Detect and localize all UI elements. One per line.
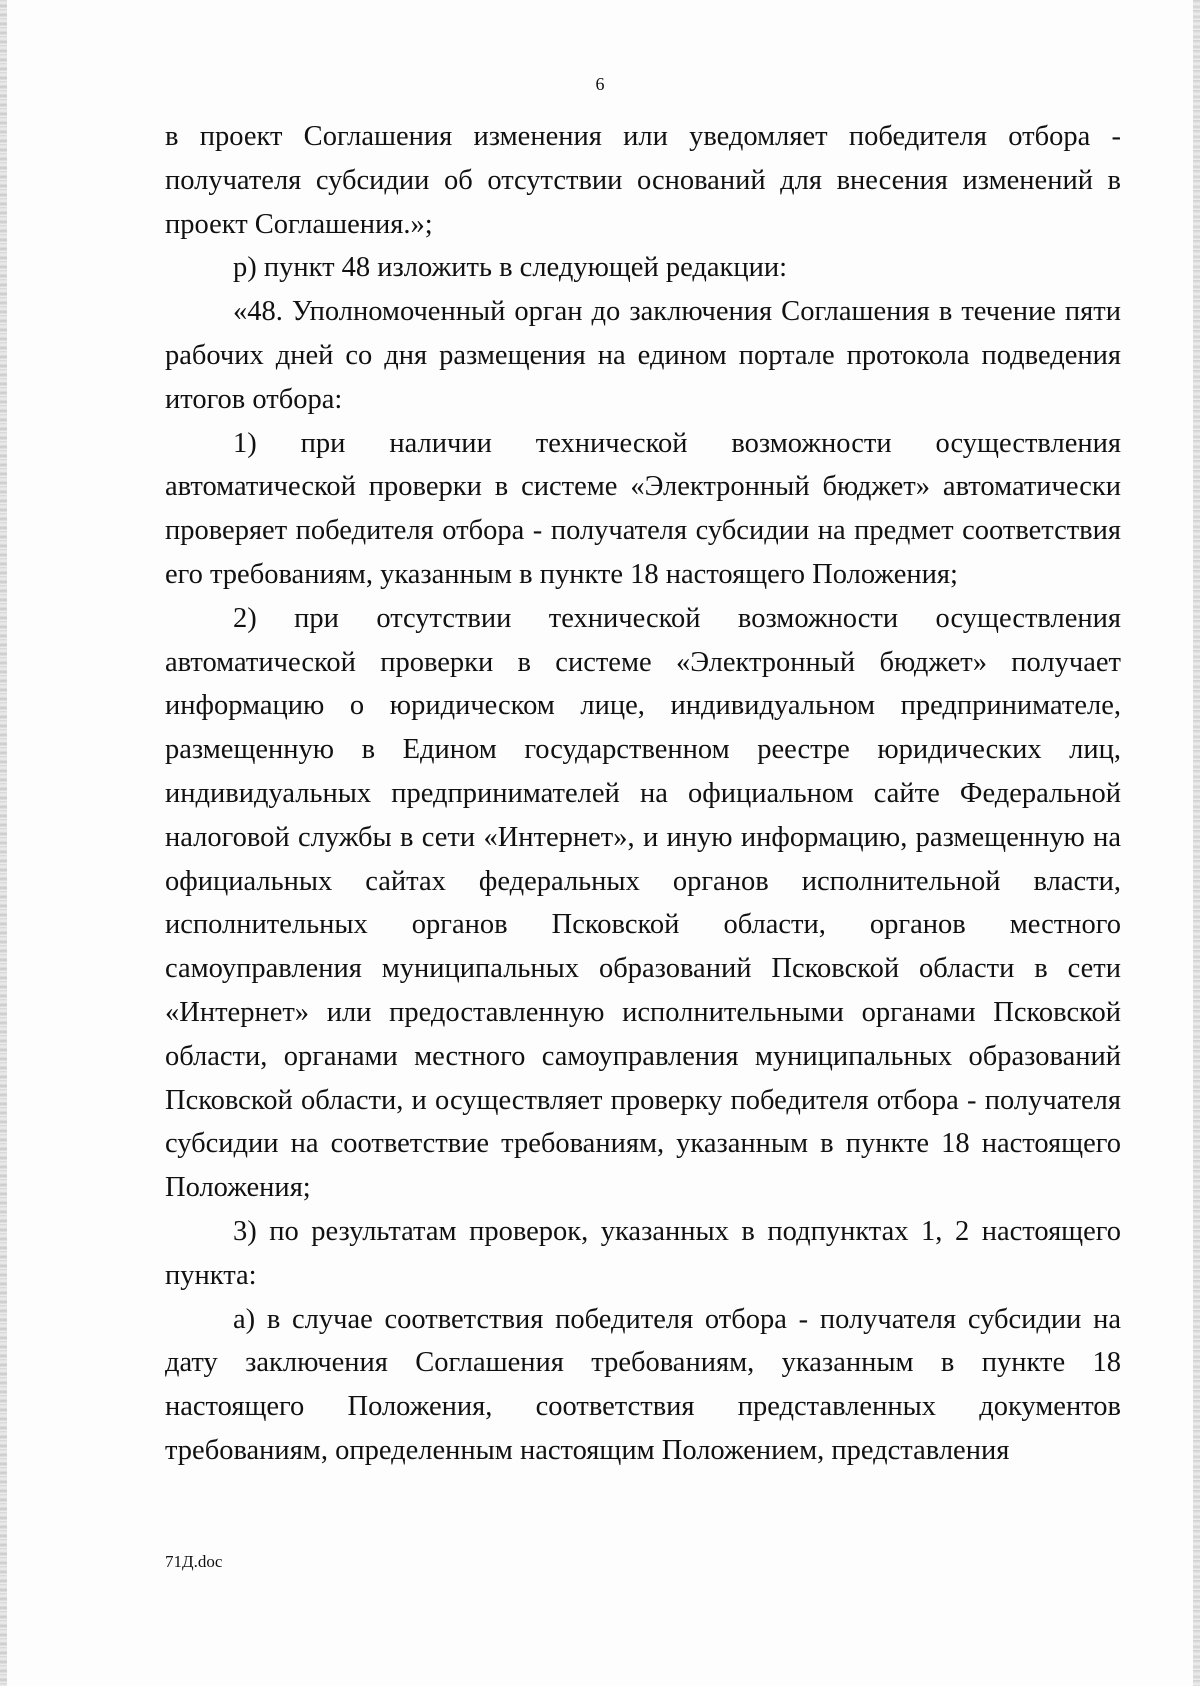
- paragraph-subitem-1: 1) при наличии технической возможности осуществления автоматической проверки в системе «Электронный бюджет» автоматически проверяет победителя отбора - получателя субсидии на предмет соответствия его требованиям, указанным в пункте 18 настоящего Положения;: [165, 427, 1121, 590]
- paragraph-item-r: р) пункт 48 изложить в следующей редакции:: [233, 252, 788, 284]
- paragraph-subitem-a: а) в случае соответствия победителя отбора - получателя субсидии на дату заключения Соглашения требованиям, указанным в пункте 18 настоящего Положения, соответствия представленных документов требованиям, определенным настоящим Положением, представления: [165, 1303, 1121, 1466]
- paragraph-continuation: в проект Соглашения изменения или уведомляет победителя отбора - получателя субсидии об отсутствии оснований для внесения изменений в проект Соглашения.»;: [165, 121, 1121, 240]
- scan-edge-left: [0, 0, 7, 1686]
- scan-edge-right: [1193, 0, 1200, 1686]
- page-number: 6: [595, 74, 605, 94]
- footer-filename: 71Д.doc: [165, 1552, 223, 1571]
- paragraph-subitem-2: 2) при отсутствии технической возможности осуществления автоматической проверки в системе «Электронный бюджет» получает информацию о юридическом лице, индивидуальном предпринимателе, размещенную в Едином государственном реестре юридических лиц, индивидуальных предпринимателей на официальном сайте Федеральной налоговой службы в сети «Интернет», и иную информацию, размещенную на официальных сайтах федеральных органов исполнительной власти, исполнительных органов Псковской области, органов местного самоуправления муниципальных образований Псковской области в сети «Интернет» или предоставленную исполнительными органами Псковской области, органами местного самоуправления муниципальных образований Псковской области, и осуществляет проверку победителя отбора - получателя субсидии на соответствие требованиям, указанным в пункте 18 настоящего Положения;: [165, 602, 1121, 1204]
- document-body: [165, 115, 1121, 1473]
- paragraph-item-48: «48. Уполномоченный орган до заключения Соглашения в течение пяти рабочих дней со дня размещения на едином портале протокола подведения итогов отбора:: [165, 296, 1121, 415]
- paragraph-subitem-3: 3) по результатам проверок, указанных в подпунктах 1, 2 настоящего пункта:: [165, 1215, 1121, 1291]
